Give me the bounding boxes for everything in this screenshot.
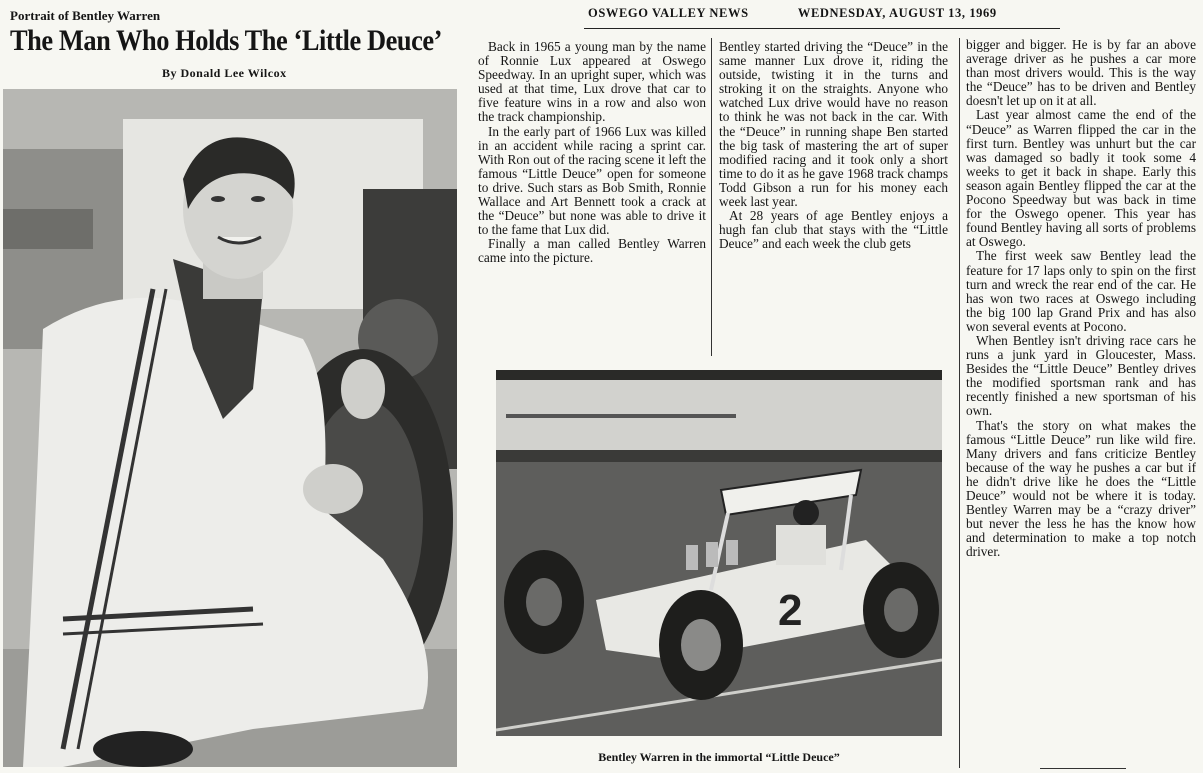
- paragraph: Back in 1965 a young man by the name of Ronnie Lux appeared at Oswego Speedway. In an upright super, which was used at that time, Lux drove that car to five feature wins in a row and also won the track championship.: [478, 40, 706, 125]
- masthead-rule: [584, 28, 1060, 29]
- car-number: 2: [778, 586, 803, 635]
- driver-portrait-photo: [3, 89, 457, 767]
- article-column-2: [719, 40, 948, 365]
- paragraph: Finally a man called Bentley Warren came into the picture.: [478, 236, 706, 266]
- paragraph: That's the story on what makes the famous “Little Deuce” run like wild fire. Many drivers and fans criticize Bentley because of the way he pushes a car but if he didn't drive like he does the “Little Deuce” would not be where it is today. Bentley Warren may be a “crazy driver” but never the less he has the know how and determination to make a top notch driver.: [966, 417, 1196, 560]
- paragraph: At 28 years of age Bentley enjoys a hugh fan club that stays with the “Little Deuce” and each week the club gets: [719, 208, 948, 252]
- newspaper-name: OSWEGO VALLEY NEWS: [588, 6, 749, 20]
- paragraph: bigger and bigger. He is by far an above average driver as he pushes a car more than most drivers would. This is the way the “Deuce” has to be driven and Bentley doesn't let up on it at all.: [966, 38, 1196, 109]
- article-kicker: Portrait of Bentley Warren: [10, 8, 161, 23]
- race-car-photo: [496, 370, 942, 736]
- column-divider: [711, 38, 712, 356]
- photo-caption: Bentley Warren in the immortal “Little Deuce”: [598, 750, 840, 764]
- article-end-rule: [1040, 768, 1126, 769]
- article-column-1: [478, 40, 706, 352]
- newspaper-masthead: [588, 6, 997, 21]
- article-byline: By Donald Lee Wilcox: [162, 66, 287, 80]
- column-divider: [959, 38, 960, 768]
- paragraph: When Bentley isn't driving race cars he runs a junk yard in Gloucester, Mass. Besides the “Little Deuce” Bentley drives the modified sportsman rank and has recently finished a new sportsman of his own.: [966, 332, 1196, 419]
- issue-date: WEDNESDAY, AUGUST 13, 1969: [797, 6, 997, 20]
- paragraph: The first week saw Bentley lead the feature for 17 laps only to spin on the first turn and wreck the rear end of the car. He has won two races at Oswego including the big 100 lap Grand Prix and has also won several events at Pocono.: [966, 248, 1196, 334]
- article-column-3: [966, 38, 1196, 766]
- article-headline: The Man Who Holds The ‘Little Deuce’: [10, 24, 442, 57]
- paragraph: Bentley started driving the “Deuce” in the same manner Lux drove it, riding the outside, twisting it in the turns and stroking it on the straights. Anyone who watched Lux drive would have no reason to think he was not back in the car. With the “Deuce” in running shape Ben started the big task of mastering the art of super modified racing and it took only a short time to do it as he gave 1968 track champs Todd Gibson a run for his money each week last year.: [719, 40, 948, 210]
- paragraph: In the early part of 1966 Lux was killed in an accident while racing a sprint car. With Ron out of the racing scene it left the famous “Little Deuce” open for someone to drive. Such stars as Bob Smith, Ronnie Wallace and Art Bennett took a crack at the “Deuce” but none was able to drive it to the fame that Lux did.: [478, 123, 706, 238]
- paragraph: Last year almost came the end of the “Deuce” as Warren flipped the car in the first turn. Bentley was unhurt but the car was damaged so badly it took some 4 weeks to get it back in shape. Early this season again Bentley flipped the car at the Pocono Speedway but was back in time for the Oswego opener. This year has found Bentley having all sorts of problems at Oswego.: [966, 107, 1196, 250]
